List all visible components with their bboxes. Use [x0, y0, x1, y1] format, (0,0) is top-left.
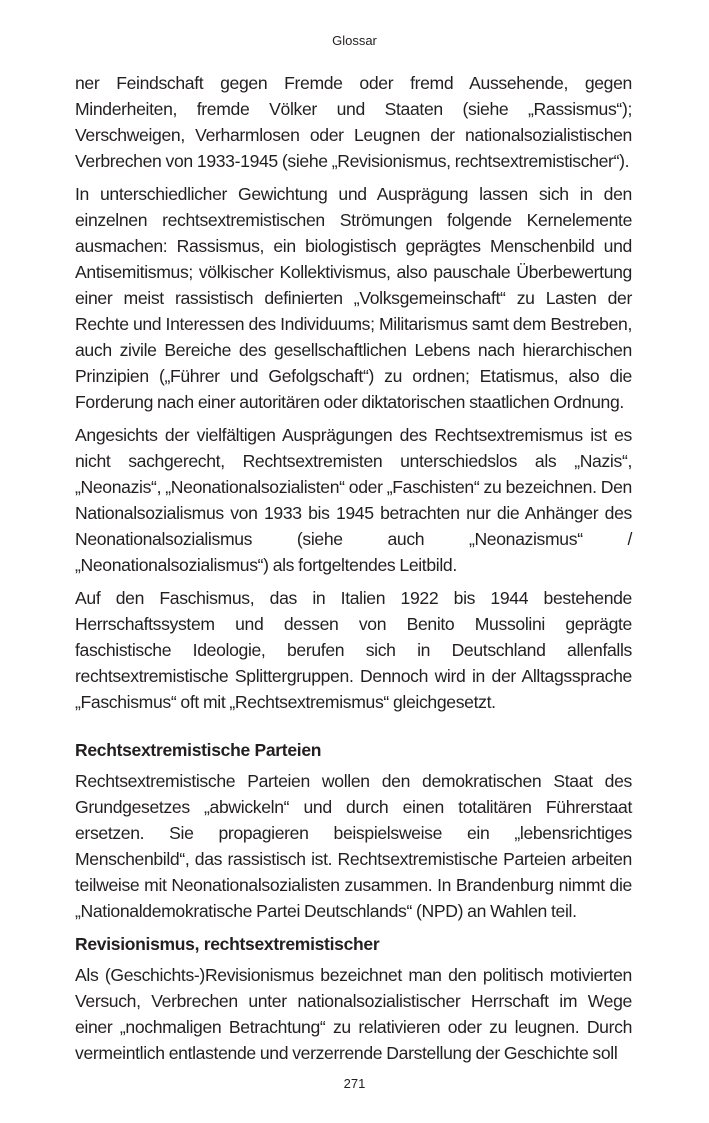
glossary-term-heading: Revisionismus, rechtsextremistischer: [75, 934, 380, 954]
paragraph: Angesichts der vielfältigen Ausprägungen des Rechtsextremismus ist es nicht sachgerecht, Rechtsextremisten unterschiedslos als „Nazis“, „Neonazis“, „Neonationalsozialisten“ oder „Faschisten“ zu bezeichnen. Den Nationalsozialismus von 1933 bis 1945 betrachten nur die Anhänger des Neonationalsozialismus (siehe auch „Neonazismus“ / „Neonationalsozialismus“) als fortgeltendes Leitbild.: [75, 425, 632, 575]
glossary-definition: Rechtsextremistische Parteien wollen den demokratischen Staat des Grundgesetzes „abwickeln“ und durch einen totalitären Führerstaat ersetzen. Sie propagieren beispielsweise ein „lebensrichtiges Menschenbild“, das rassistisch ist. Rechtsextremistische Parteien arbeiten teilweise mit Neonationalsozialisten zusammen. In Brandenburg nimmt die „Nationaldemokratische Partei Deutschlands“ (NPD) an Wahlen teil.: [75, 771, 632, 921]
running-header: Glossar: [332, 33, 377, 48]
paragraph: In unterschiedlicher Gewichtung und Ausprägung lassen sich in den einzelnen rechtsextremistischen Strömungen folgende Kernelemente ausmachen: Rassismus, ein biologistisch geprägtes Menschenbild und Antisemitismus; völkischer Kollektivismus, also pauschale Überbewertung einer meist rassistisch definierten „Volksgemeinschaft“ zu Lasten der Rechte und Interessen des Individuums; Militarismus samt dem Bestreben, auch zivile Bereiche des gesellschaftlichen Lebens nach hierarchischen Prinzipien („Führer und Gefolgschaft“) zu ordnen; Etatismus, also die Forderung nach einer autoritären oder diktatorischen staatlichen Ordnung.: [75, 184, 632, 412]
page-number: 271: [343, 1076, 366, 1091]
paragraph: Auf den Faschismus, das in Italien 1922 bis 1944 bestehende Herrschaftssystem und dessen von Benito Mussolini geprägte faschistische Ideologie, berufen sich in Deutschland allenfalls rechtsextremistische Splittergruppen. Dennoch wird in der Alltagssprache „Faschismus“ oft mit „Rechtsextremismus“ gleichgesetzt.: [75, 588, 632, 712]
glossary-definition: Als (Geschichts-)Revisionismus bezeichnet man den politisch motivierten Versuch, Verbrechen unter nationalsozialistischer Herrschaft im Wege einer „nochmaligen Betrachtung“ zu relativieren oder zu leugnen. Durch vermeintlich entlastende und verzerrende Darstellung der Geschichte soll: [75, 965, 632, 1063]
glossary-term-heading: Rechtsextremistische Parteien: [75, 740, 322, 760]
page-body: [75, 70, 632, 1073]
paragraph: ner Feindschaft gegen Fremde oder fremd Aussehende, gegen Minderheiten, fremde Völker und Staaten (siehe „Rassismus“); Verschweigen, Verharmlosen oder Leugnen der nationalsozialistischen Verbrechen von 1933-1945 (siehe „Revisionismus, rechtsextremistischer“).: [75, 73, 632, 171]
